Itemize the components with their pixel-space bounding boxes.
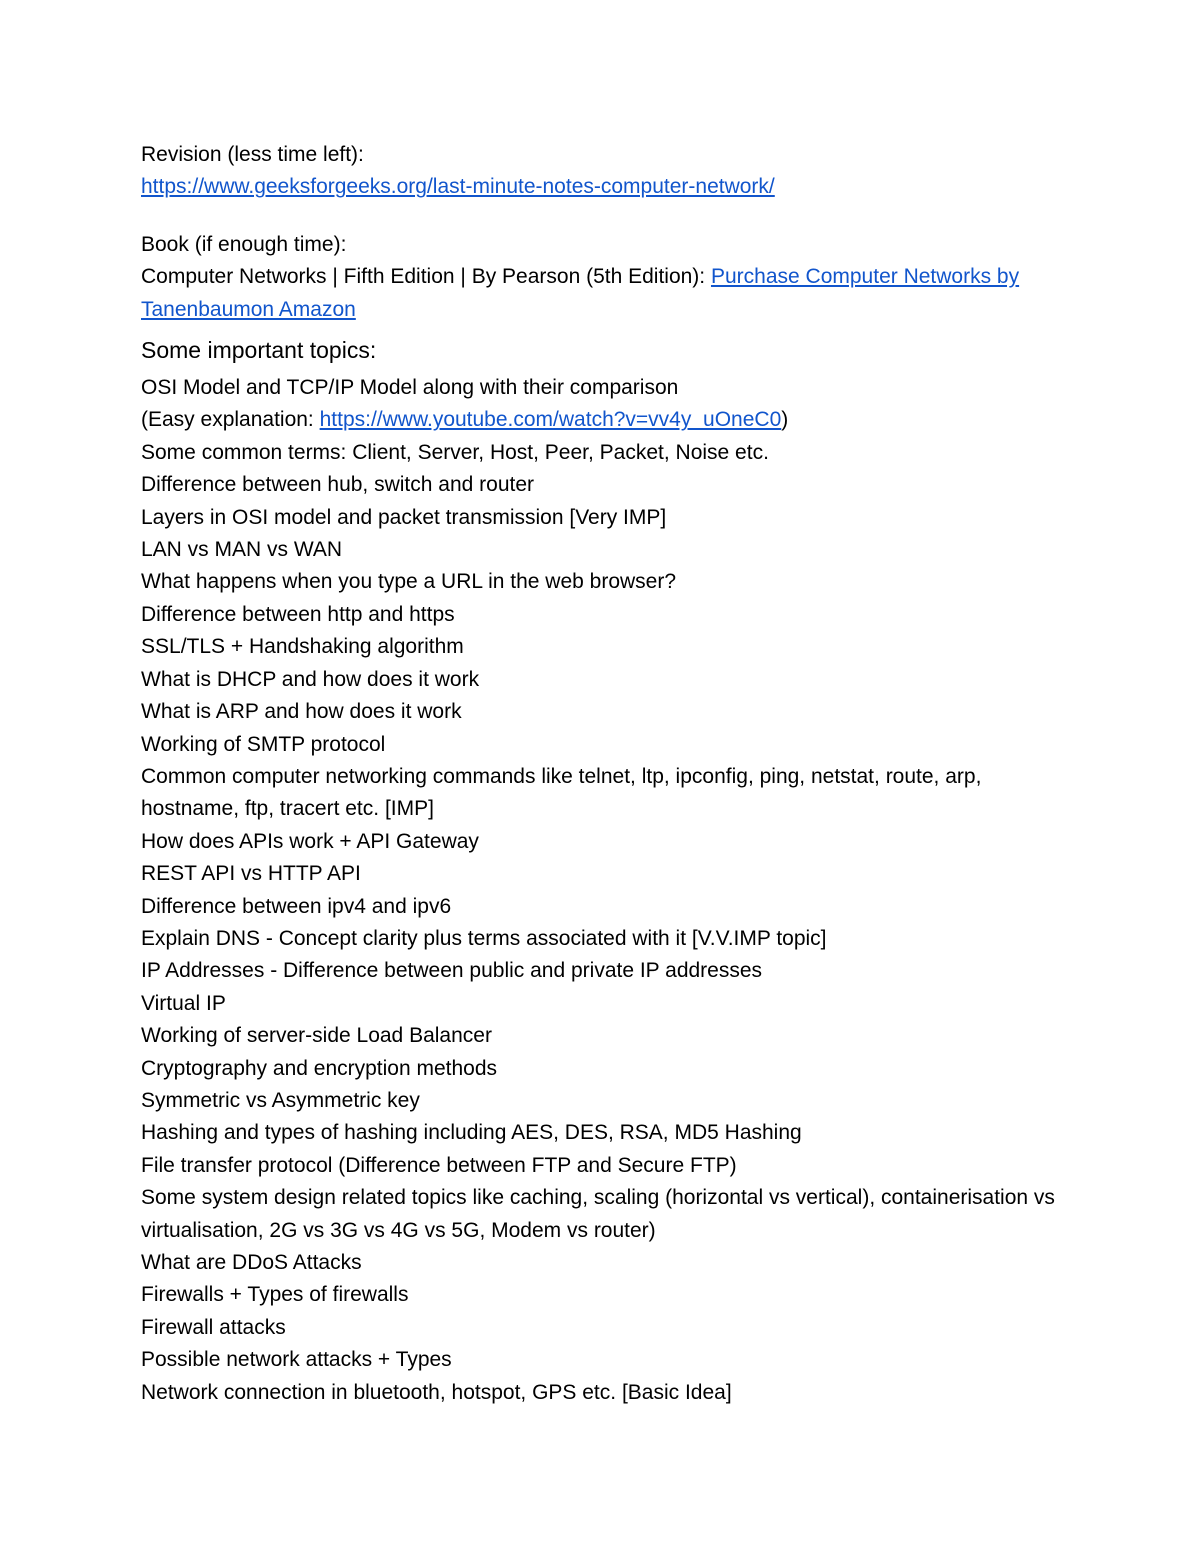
topic-item: What happens when you type a URL in the web browser?: [141, 570, 677, 594]
topic-item: Layers in OSI model and packet transmission [Very IMP]: [141, 505, 667, 529]
topic-item: Explain DNS - Concept clarity plus terms associated with it [V.V.IMP topic]: [141, 926, 827, 950]
topic-item: Symmetric vs Asymmetric key: [141, 1088, 420, 1112]
topic-item: Firewall attacks: [141, 1315, 286, 1339]
spacer: [141, 204, 1071, 229]
topic-item: Some system design related topics like caching, scaling (horizontal vs vertical), containerisation vs virtualisation, 2G vs 3G vs 4G vs 5G, Modem vs router): [141, 1186, 1055, 1242]
topic-item: Working of SMTP protocol: [141, 732, 386, 756]
easy-explanation-suffix: ): [781, 408, 789, 432]
topic-item: SSL/TLS + Handshaking algorithm: [141, 635, 464, 659]
book-description: [141, 261, 1071, 326]
topic-item: Difference between http and https: [141, 602, 455, 626]
geeksforgeeks-link[interactable]: https://www.geeksforgeeks.org/last-minute-notes-computer-network/: [141, 175, 775, 199]
amazon-purchase-link[interactable]: Purchase Computer Networks by Tanenbaumon Amazon: [141, 265, 1020, 321]
topic-item: Network connection in bluetooth, hotspot, GPS etc. [Basic Idea]: [141, 1380, 732, 1404]
topic-item: REST API vs HTTP API: [141, 862, 361, 886]
topic-item: Cryptography and encryption methods: [141, 1056, 498, 1080]
revision-link-line: [141, 171, 1071, 203]
topic-item-easy-explanation: [141, 404, 1071, 436]
topic-item: Some common terms: Client, Server, Host, Peer, Packet, Noise etc.: [141, 440, 769, 464]
easy-explanation-prefix: (Easy explanation:: [141, 408, 320, 432]
topic-item: Difference between hub, switch and router: [141, 473, 535, 497]
topic-item: Difference between ipv4 and ipv6: [141, 894, 452, 918]
topic-item: What are DDoS Attacks: [141, 1251, 362, 1274]
topic-item: How does APIs work + API Gateway: [141, 829, 479, 853]
topic-item: What is ARP and how does it work: [141, 700, 462, 724]
youtube-link[interactable]: https://www.youtube.com/watch?v=vv4y_uOneC0: [319, 408, 782, 432]
topics-heading: Some important topics:: [141, 337, 377, 364]
topic-item: Working of server-side Load Balancer: [141, 1024, 492, 1048]
topic-item: Virtual IP: [141, 991, 226, 1015]
document-page: [141, 139, 1071, 1409]
topic-item: Firewalls + Types of firewalls: [141, 1283, 409, 1307]
book-label: Book (if enough time):: [141, 232, 347, 256]
topic-list: [141, 437, 1071, 1409]
topic-item: What is DHCP and how does it work: [141, 667, 480, 691]
topic-item-osi: OSI Model and TCP/IP Model along with their comparison: [141, 376, 679, 400]
topic-item: File transfer protocol (Difference between FTP and Secure FTP): [141, 1153, 737, 1177]
topic-item: Common computer networking commands like telnet, ltp, ipconfig, ping, netstat, route, arp, hostname, ftp, tracert etc. [IMP]: [141, 764, 982, 821]
topic-item: IP Addresses - Difference between public and private IP addresses: [141, 959, 763, 983]
topic-item: LAN vs MAN vs WAN: [141, 538, 343, 562]
topic-item: Hashing and types of hashing including AES, DES, RSA, MD5 Hashing: [141, 1121, 802, 1145]
book-title-text: Computer Networks | Fifth Edition | By Pearson (5th Edition):: [141, 265, 711, 289]
topic-item: Possible network attacks + Types: [141, 1348, 452, 1372]
revision-label: Revision (less time left):: [141, 143, 364, 166]
